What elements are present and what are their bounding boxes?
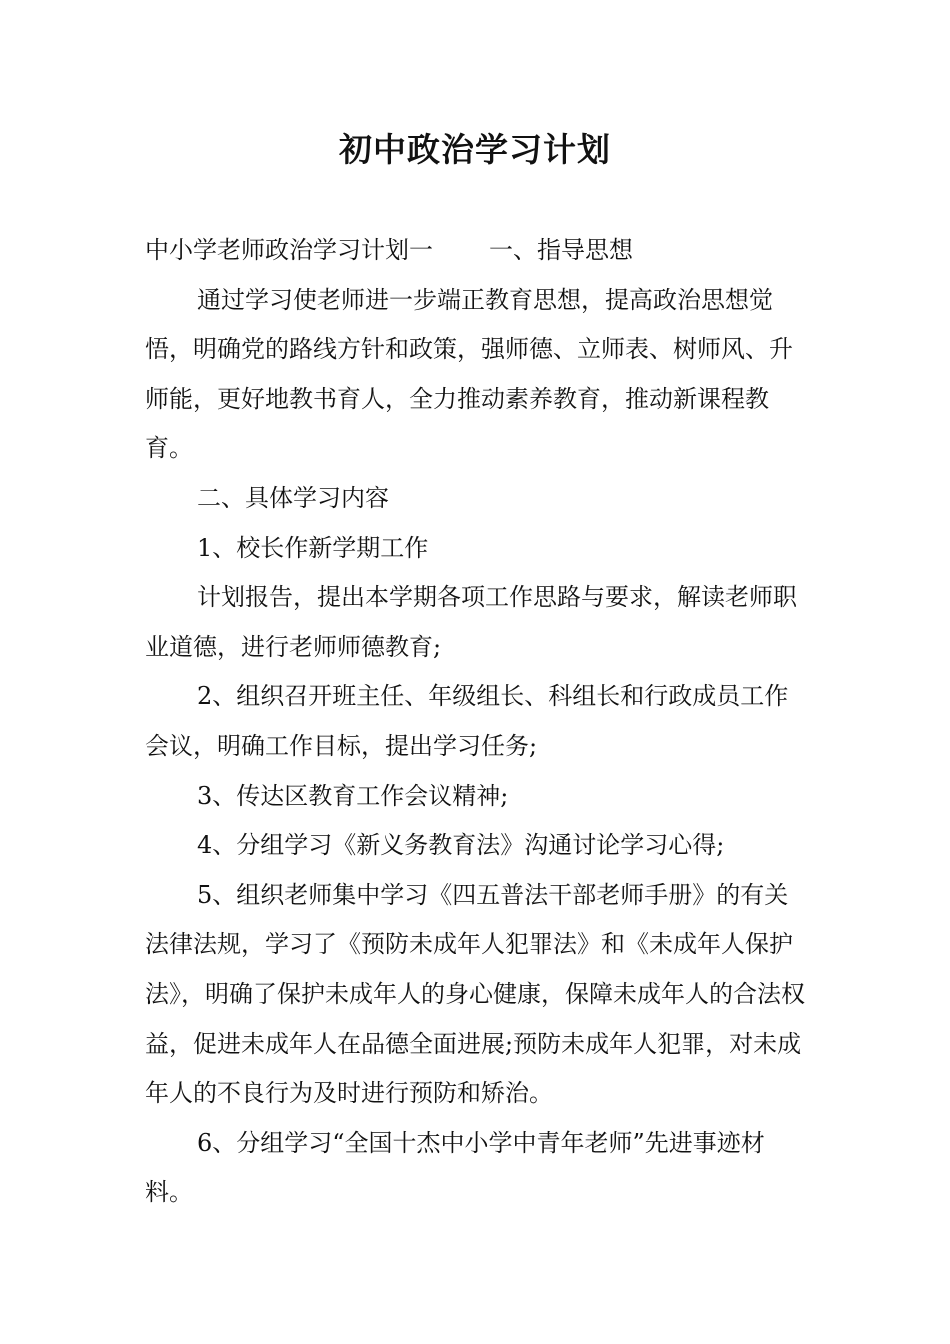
list-item-5: 5、组织老师集中学习《四五普法干部老师手册》的有关法律法规，学习了《预防未成年人犯罪法》和《未成年人保护法》，明确了保护未成年人的身心健康，保障未成年人的合法权益，促进未成年人在品德全面进展;预防未成年人犯罪，对未成年人的不良行为及时进行预防和矫治。 (145, 880, 805, 1108)
heading-section: 一、指导思想 (489, 236, 633, 264)
document-title: 初中政治学习计划 (339, 130, 611, 169)
list-item-1: 1、校长作新学期工作 (197, 533, 429, 562)
list-item-2: 2、组织召开班主任、年级组长、科组长和行政成员工作会议，明确工作目标，提出学习任务; (145, 682, 789, 760)
list-item-3: 3、传达区教育工作会议精神; (197, 781, 509, 810)
section-heading-content: 二、具体学习内容 (197, 483, 389, 512)
list-item-6: 6、分组学习“全国十杰中小学中青年老师”先进事迹材料。 (145, 1128, 765, 1207)
paragraph-guiding-idea: 通过学习使老师进一步端正教育思想，提高政治思想觉悟，明确党的路线方针和政策，强师德、立师表、树师风、升师能，更好地教书育人，全力推动素养教育，推动新课程教育。 (145, 285, 793, 463)
heading-prefix: 中小学老师政治学习计划一 (145, 236, 433, 264)
paragraph-plan-report: 计划报告，提出本学期各项工作思路与要求，解读老师职业道德，进行老师师德教育; (145, 583, 797, 661)
list-item-4: 4、分组学习《新义务教育法》沟通讨论学习心得; (197, 831, 725, 860)
document-body (145, 226, 805, 1218)
heading-line (145, 226, 805, 276)
